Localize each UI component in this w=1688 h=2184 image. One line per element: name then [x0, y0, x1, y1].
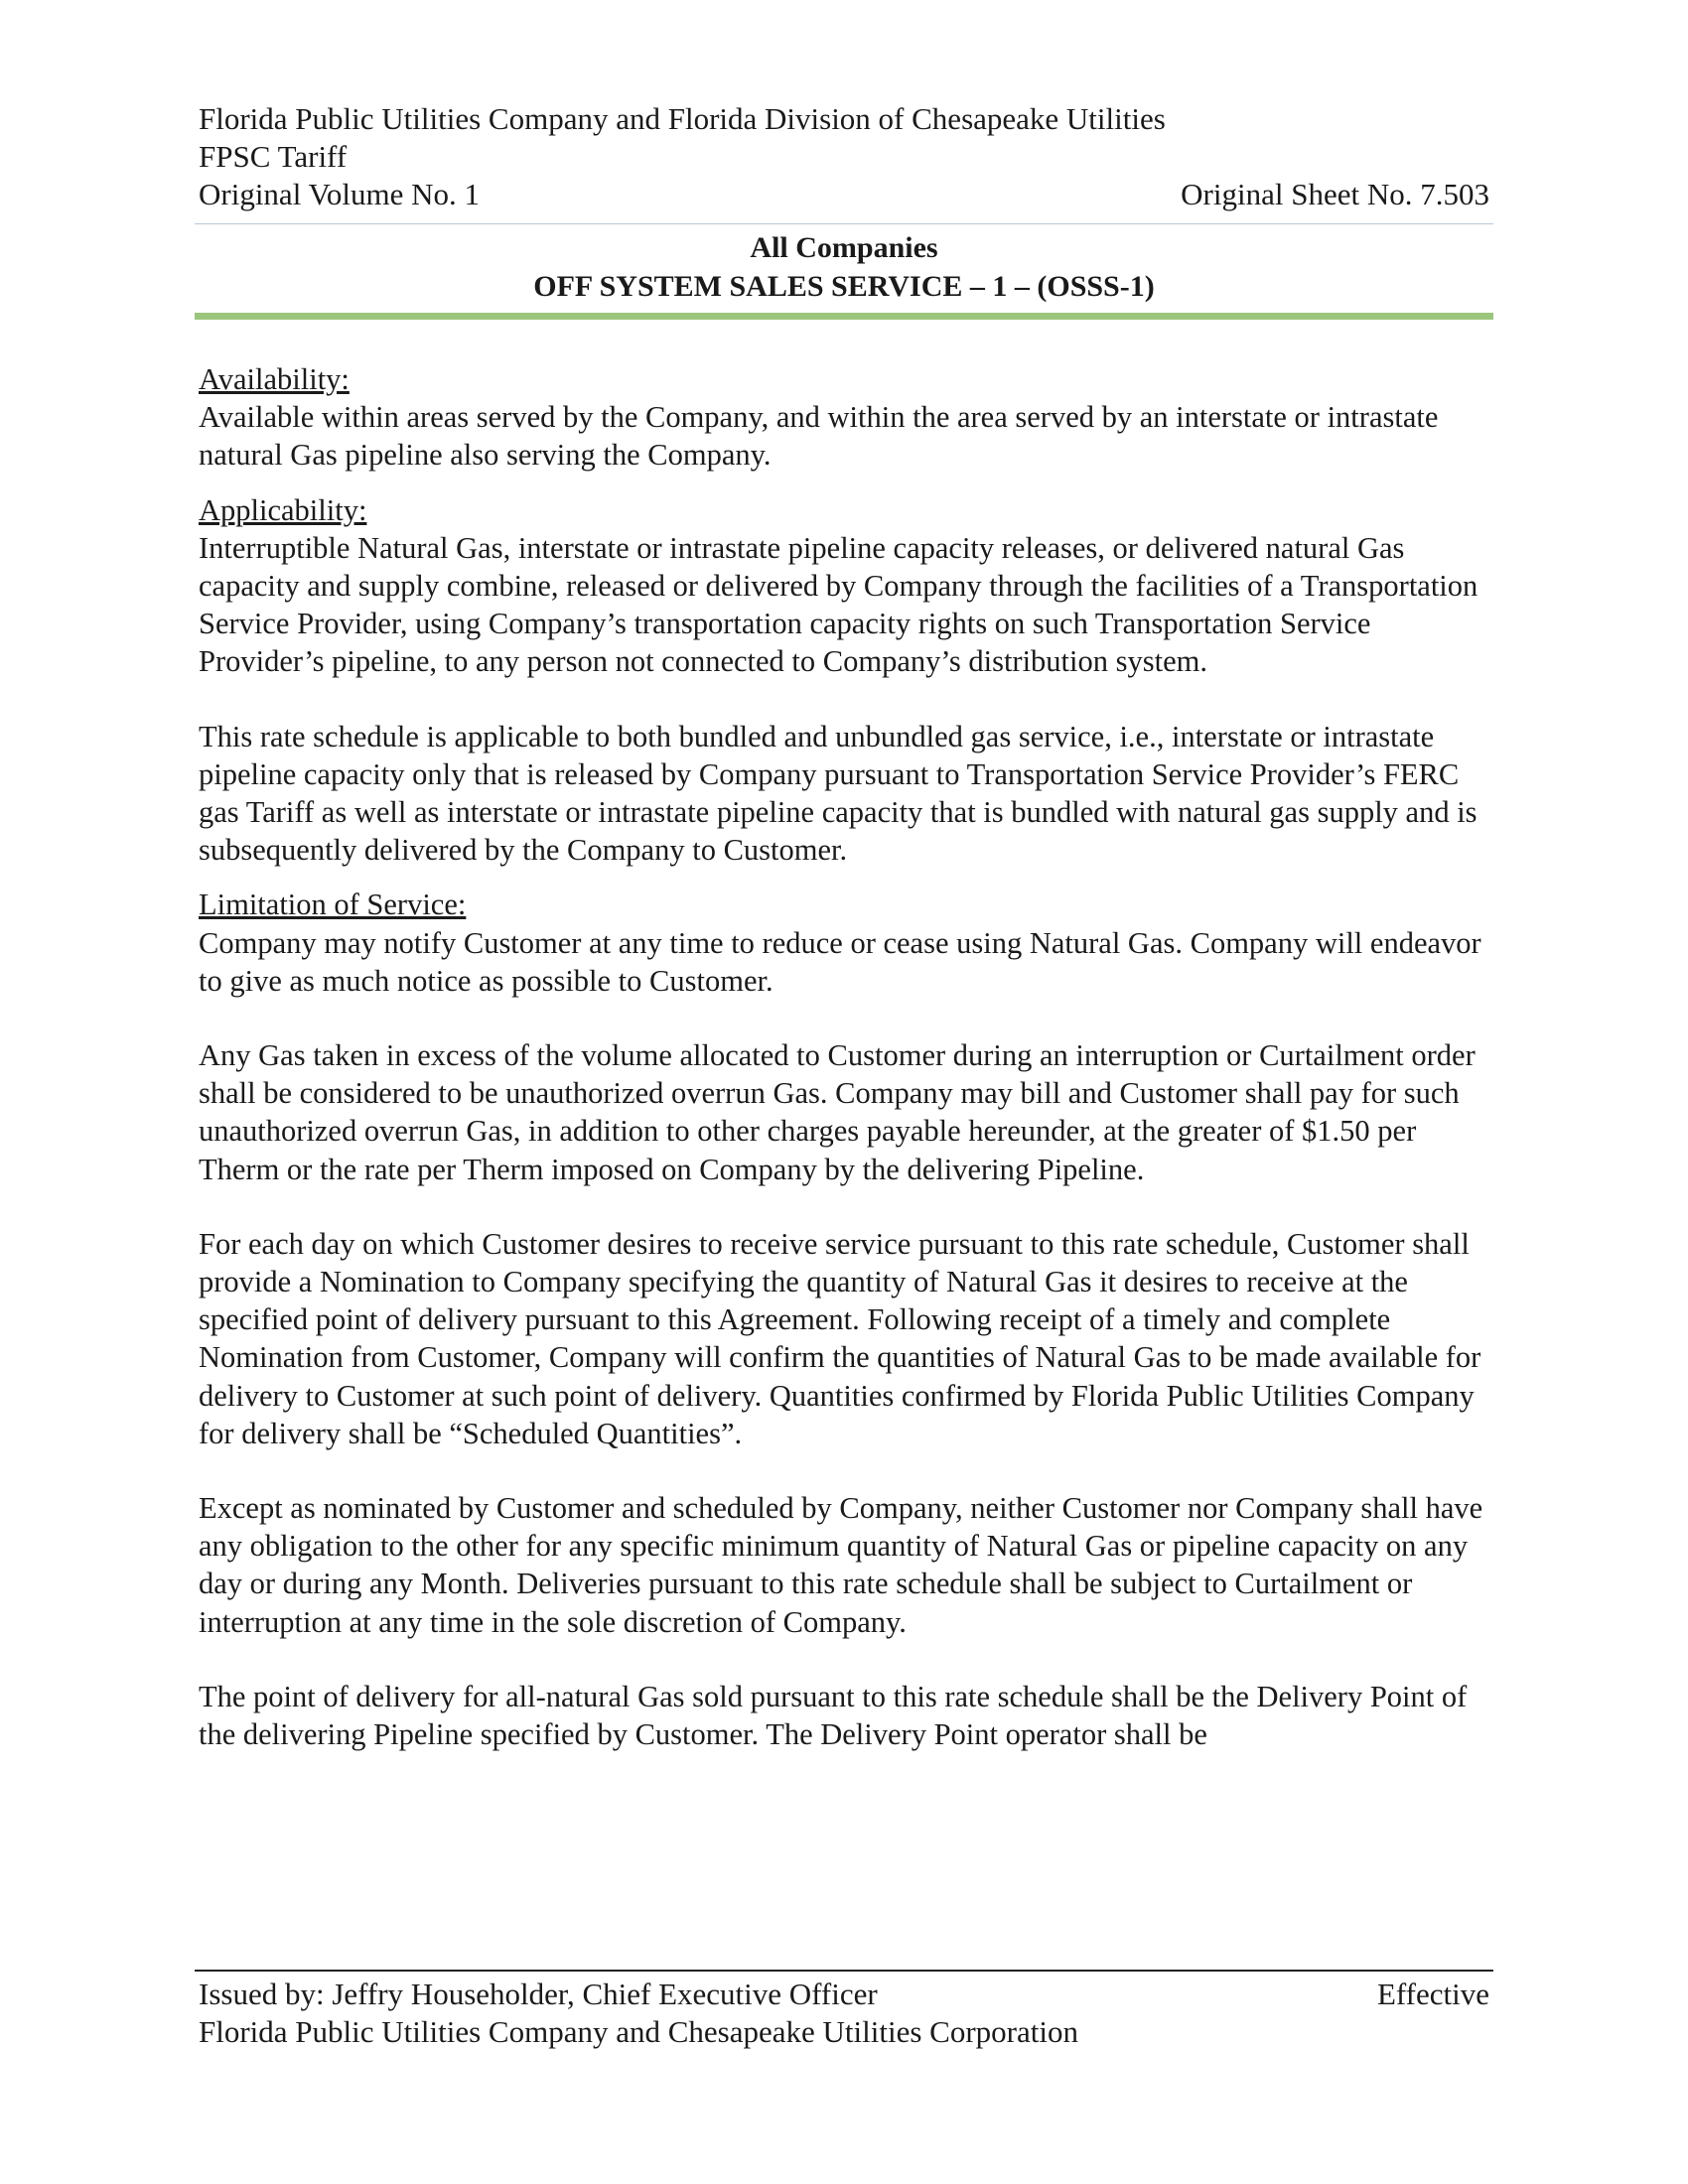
applicability-text-2: This rate schedule is applicable to both bundled and unbundled gas service, i.e., interstate or intrastate pipeline capacity only that is released by Company pursuant to Transportation Service Provider’s FERC gas Tariff as well as interstate or intrastate pipeline capacity that is bundled with natural gas supply and is subsequently delivered by the Company to Customer.: [199, 719, 1477, 868]
availability-text: Available within areas served by the Company, and within the area served by an interstate or intrastate natural Gas pipeline also serving the Company.: [199, 400, 1439, 473]
limitation-text-3: For each day on which Customer desires to receive service pursuant to this rate schedule, Customer shall provide a Nomination to Company specifying the quantity of Natural Gas it desires to receive at the specified point of delivery pursuant to this Agreement. Following receipt of a timely and complete Nomination from Customer, Company will confirm the quantities of Natural Gas to be made available for delivery to Customer at such point of delivery. Quantities confirmed by Florida Public Utilities Company for delivery shall be “Scheduled Quantities”.: [199, 1226, 1481, 1450]
title-line-2: OFF SYSTEM SALES SERVICE – 1 – (OSSS-1): [533, 270, 1155, 303]
header-sheet-number: Original Sheet No. 7.503: [1181, 177, 1489, 211]
limitation-text-5: The point of delivery for all-natural Gas sold pursuant to this rate schedule shall be the Delivery Point of the delivering Pipeline specified by Customer. The Delivery Point operator shall be: [199, 1679, 1468, 1752]
limitation-text-2: Any Gas taken in excess of the volume allocated to Customer during an interruption or Curtailment order shall be considered to be unauthorized overrun Gas. Company may bill and Customer shall pay for such unauthorized overrun Gas, in addition to other charges payable hereunder, at the greater of $1.50 per Therm or the rate per Therm imposed on Company by the delivering Pipeline.: [199, 1038, 1476, 1186]
applicability-text-1: Interruptible Natural Gas, interstate or intrastate pipeline capacity releases, or delivered natural Gas capacity and supply combine, released or delivered by Company through the facilities of a Transportation Service Provider, using Company’s transportation capacity rights on such Transportation Service Provider’s pipeline, to any person not connected to Company’s distribution system.: [199, 530, 1478, 679]
footer-companies: Florida Public Utilities Company and Chesapeake Utilities Corporation: [199, 2014, 1078, 2049]
limitation-text-1: Company may notify Customer at any time to reduce or cease using Natural Gas. Company will endeavor to give as much notice as possible to Customer.: [199, 925, 1481, 998]
title-line-1: All Companies: [750, 231, 938, 264]
header-divider: [195, 223, 1493, 224]
header-volume: Original Volume No. 1: [199, 177, 481, 211]
limitation-heading: Limitation of Service:: [199, 887, 467, 922]
header-tariff: FPSC Tariff: [199, 139, 348, 174]
header-company: Florida Public Utilities Company and Florida Division of Chesapeake Utilities: [199, 101, 1166, 136]
footer-issued-by: Issued by: Jeffry Householder, Chief Executive Officer: [199, 1977, 878, 2011]
footer-divider: [195, 1970, 1493, 1972]
applicability-heading: Applicability:: [199, 492, 367, 527]
title-divider: [195, 313, 1493, 320]
availability-heading: Availability:: [199, 362, 350, 396]
limitation-text-4: Except as nominated by Customer and scheduled by Company, neither Customer nor Company shall have any obligation to the other for any specific minimum quantity of Natural Gas or pipeline capacity on any day or during any Month. Deliveries pursuant to this rate schedule shall be subject to Curtailment or interruption at any time in the sole discretion of Company.: [199, 1491, 1483, 1639]
tariff-sheet: [199, 0, 1489, 2184]
footer-effective: Effective: [1376, 1977, 1489, 2011]
document-body: [199, 360, 1499, 1753]
